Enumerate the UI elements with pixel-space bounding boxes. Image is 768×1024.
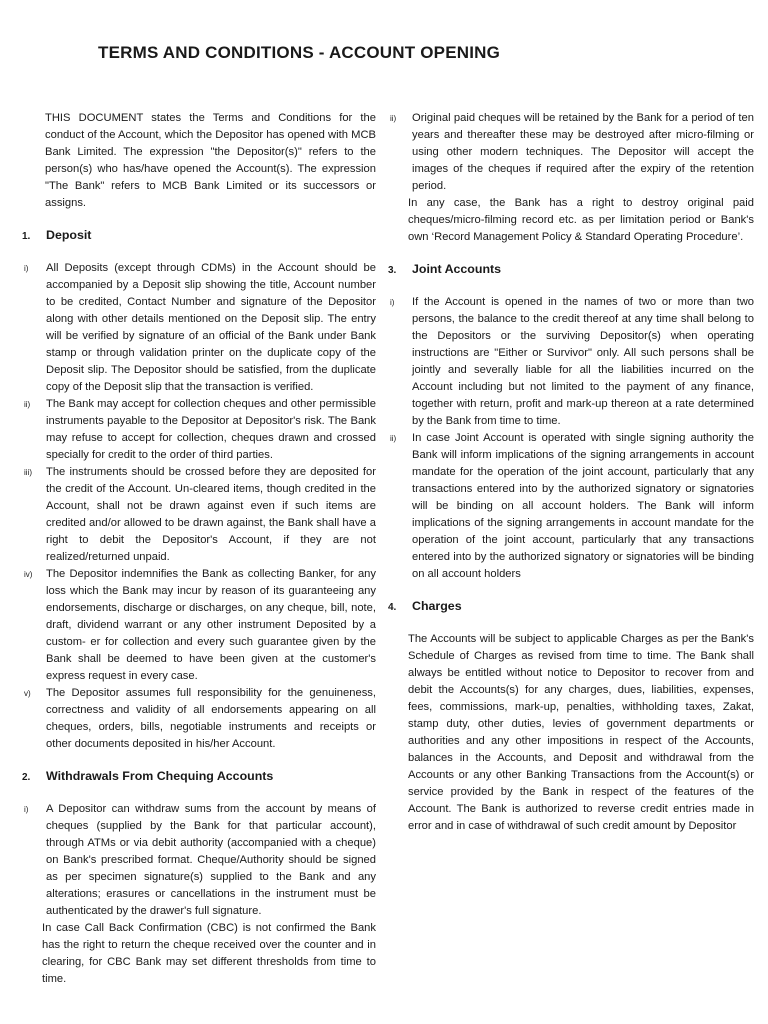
list-item	[22, 464, 376, 566]
list-text: All Deposits (except through CDMs) in the Account should be accompanied by a Deposit slip showing the title, Account number to be credited, Contact Number and signature of the Depositor along with other details mentioned on the Deposit slip. The entry will be verified by signature of an official of the Bank under Bank stamp or through validation printer on the duplicate copy of the Deposit slip. The Depositor should be satisfied, from the duplicate copy of the Deposit slip that the transaction is verified.	[46, 262, 376, 393]
page-title: TERMS AND CONDITIONS - ACCOUNT OPENING	[98, 43, 501, 62]
list-item	[22, 566, 376, 685]
list-marker: i)	[24, 264, 29, 273]
record-policy-paragraph: In any case, the Bank has a right to destroy original paid cheques/micro-filming record etc. as per limitation period or Bank's own ‘Record Management Policy & Standard Operating Procedure’.	[408, 197, 754, 243]
section-title: Withdrawals From Chequing Accounts	[46, 769, 274, 783]
list-text: The Bank may accept for collection cheques and other permissible instruments payable to the Depositor at Depositor's risk. The Bank may refuse to accept for collection, cheques drawn and crossed specially for credit to the order of third parties.	[46, 398, 376, 461]
section-title: Deposit	[46, 228, 92, 242]
section-title: Joint Accounts	[412, 262, 502, 276]
list-text: The Depositor assumes full responsibility for the genuineness, correctness and validity of all endorsements appearing on all cheques, orders, bills, negotiable instruments and receipts or other documents deposited in his/her Account.	[46, 687, 376, 750]
left-column	[22, 110, 376, 988]
list-marker: iii)	[24, 468, 32, 477]
list-item	[22, 685, 376, 753]
section-heading-withdrawals	[22, 768, 376, 786]
list-text: Original paid cheques will be retained by the Bank for a period of ten years and thereafter these may be destroyed after micro-filming or using other modern techniques. The Depositor will accept the images of the cheques if required after the expiry of the retention period.	[412, 112, 754, 192]
list-item	[388, 430, 754, 583]
list-item	[388, 294, 754, 430]
section-heading-charges	[388, 598, 754, 616]
list-item	[22, 801, 376, 920]
list-marker: iv)	[24, 570, 33, 579]
list-text: The instruments should be crossed before they are deposited for the credit of the Account. Un-cleared items, though credited in the Account, shall not be drawn against even if such items are credited and/or allowed to be drawn against, the Bank shall have a right to debit the Depositor's Account, if they are not realized/returned unpaid.	[46, 466, 376, 563]
section-number: 2.	[22, 772, 31, 783]
list-marker: ii)	[24, 400, 31, 409]
list-item	[22, 396, 376, 464]
section-heading-deposit	[22, 227, 376, 245]
section-number: 1.	[22, 231, 31, 242]
list-marker: i)	[390, 298, 395, 307]
list-marker: ii)	[390, 114, 397, 123]
list-marker: v)	[24, 689, 31, 698]
section-title: Charges	[412, 599, 462, 613]
cbc-paragraph: In case Call Back Confirmation (CBC) is not confirmed the Bank has the right to return the cheque received over the counter and in clearing, for CBC Bank may set different thresholds from time to time.	[42, 922, 376, 985]
intro-paragraph: THIS DOCUMENT states the Terms and Conditions for the conduct of the Account, which the Depositor has opened with MCB Bank Limited. The expression "the Depositor(s)" refers to the person(s) who has/have opened the Account(s). The expression "The Bank" refers to MCB Bank Limited or its successors or assigns.	[45, 112, 376, 209]
section-heading-joint	[388, 261, 754, 279]
list-text: If the Account is opened in the names of two or more than two persons, the balance to the credit thereof at any time shall belong to the Depositors or the surviving Depositor(s) when operating instructions are "Either or Survivor" only. All such persons shall be jointly and severally liable for all the liabilities incurred on the Account including but not limited to the payment of any finance, together with return, profit and mark-up thereon at a rate determined by the Bank from time to time.	[412, 296, 754, 427]
charges-paragraph: The Accounts will be subject to applicable Charges as per the Bank's Schedule of Charges as revised from time to time. The Bank shall always be entitled without notice to Depositor to recover from and debit the Accounts(s) for any charges, dues, liabilities, expenses, fees, commissions, mark-up, penalties, withholding taxes, Zakat, stamp duty, other duties, levies of government departments or authorities and any other impositions in respect of the Accounts, balances in the Accounts, and Deposit and withdrawal from the Accounts or any other Banking Transactions from the Account(s) or service provided by the Bank in respect of the features of the Account. The Bank is authorized to reverse credit entries made in error and in case of withdrawal of such credit amount by Depositor	[408, 633, 754, 832]
list-text: A Depositor can withdraw sums from the account by means of cheques (supplied by the Bank for that particular account), through ATMs or via debit authority (accompanied with a cheque) on Bank's prescribed format. Cheque/Authority should be signed as per specimen signature(s) supplied to the Bank and any alterations; erasures or cancellations in the instrument must be authenticated by the drawer's full signature.	[46, 803, 376, 917]
list-item	[22, 260, 376, 396]
section-number: 4.	[388, 602, 397, 613]
list-item	[388, 110, 754, 195]
right-column	[388, 110, 754, 835]
list-marker: ii)	[390, 434, 397, 443]
list-marker: i)	[24, 805, 29, 814]
list-text: In case Joint Account is operated with single signing authority the Bank will inform implications of the signing arrangements in account mandate for the operation of the joint account, particularly that any transactions entered into by the authorized signatory or signatories will be binding on all account holders. The Bank will inform implications of the signing arrangements in account mandate for the operation of the joint account, particularly that any transactions entered into by the authorized signatory or signatories will be binding on all account holders	[412, 432, 754, 580]
list-text: The Depositor indemnifies the Bank as collecting Banker, for any loss which the Bank may incur by reason of its guaranteeing any endorsements, discharge or discharges, on any cheque, bill, note, draft, dividend warrant or any other instrument Deposited by a custom- er for collection and every such guarantee given by the Bank shall be deemed to have been given at the customer's express request in every case.	[46, 568, 376, 682]
section-number: 3.	[388, 265, 397, 276]
